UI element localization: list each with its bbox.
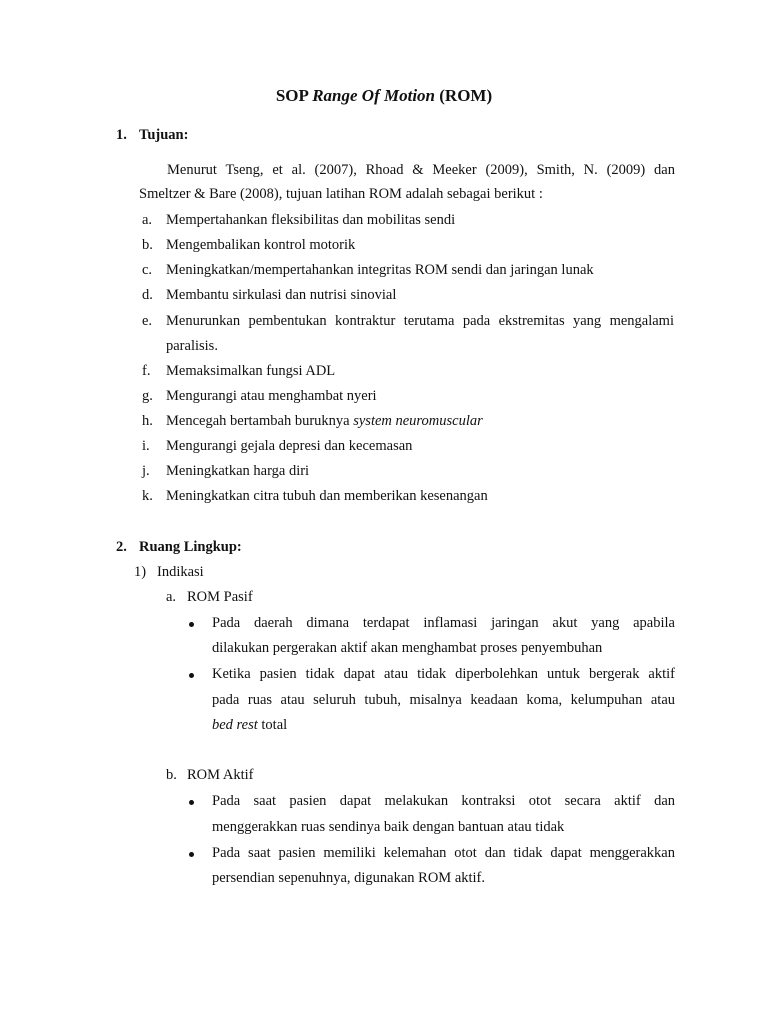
list-item: Mengembalikan kontrol motorik [166,237,356,253]
list-marker: j. [142,463,150,479]
bullet-text: Pada saat pasien dapat melakukan kontraksi otot secara aktif dan [212,793,675,809]
bullet-text: Ketika pasien tidak dapat atau tidak diperbolehkan untuk bergerak aktif [212,666,675,682]
rom-aktif-heading: ROM Aktif [187,767,254,783]
list-item: Mencegah bertambah buruknya system neuromuscular [166,413,483,429]
sub-marker: 1) [134,564,147,580]
bullet-text: Pada daerah dimana terdapat inflamasi jaringan akut yang apabila [212,615,675,631]
list-marker: k. [142,488,153,504]
list-marker: f. [142,363,151,379]
section-2-heading: Ruang Lingkup: [139,539,242,555]
list-item: Mengurangi gejala depresi dan kecemasan [166,438,413,454]
list-marker: b. [142,237,153,253]
bullet-text-continuation: persendian sepenuhnya, digunakan ROM aktif. [212,870,486,886]
list-item: Memaksimalkan fungsi ADL [166,363,336,379]
list-item: Meningkatkan harga diri [166,463,310,479]
bullet-text-continuation: bed rest total [212,717,288,733]
bullet-text-continuation: dilakukan pergerakan aktif akan menghambat proses penyembuhan [212,640,603,656]
list-item: Membantu sirkulasi dan nutrisi sinovial [166,287,397,303]
list-marker: c. [142,262,153,278]
sub-heading-indikasi: Indikasi [157,564,204,580]
bullet-icon [189,800,194,805]
page-title: SOP Range Of Motion (ROM) [275,86,493,105]
section-1-heading: Tujuan: [139,127,189,143]
list-item: Mengurangi atau menghambat nyeri [166,388,377,404]
list-item-continuation: paralisis. [166,338,218,354]
italic-term: bed rest [212,717,258,733]
italic-term: system neuromuscular [353,413,483,429]
title-italic: Range Of Motion [312,86,436,105]
intro-line-2: Smeltzer & Bare (2008), tujuan latihan ROM adalah sebagai berikut : [139,186,543,202]
rom-pasif-heading: ROM Pasif [187,589,253,605]
list-item: Meningkatkan/mempertahankan integritas ROM sendi dan jaringan lunak [166,262,594,278]
sub-item-marker: a. [166,589,177,605]
list-marker: h. [142,413,153,429]
intro-line-1: Menurut Tseng, et al. (2007), Rhoad & Meeker (2009), Smith, N. (2009) dan [167,162,675,178]
section-1-number: 1. [116,127,127,143]
bullet-text-continuation: menggerakkan ruas sendinya baik dengan bantuan atau tidak [212,819,565,835]
bullet-icon [189,673,194,678]
list-marker: a. [142,212,153,228]
section-2-number: 2. [116,539,127,555]
list-marker: g. [142,388,153,404]
list-item: Meningkatkan citra tubuh dan memberikan kesenangan [166,488,488,504]
bullet-icon [189,852,194,857]
list-item: Menurunkan pembentukan kontraktur terutama pada ekstremitas yang mengalami [166,313,674,329]
list-marker: i. [142,438,150,454]
bullet-icon [189,622,194,627]
list-marker: d. [142,287,153,303]
bullet-text: Pada saat pasien memiliki kelemahan otot dan tidak dapat menggerakkan [212,845,675,861]
sub-item-marker: b. [166,767,177,783]
bullet-text-continuation: pada ruas atau seluruh tubuh, misalnya keadaan koma, kelumpuhan atau [212,692,675,708]
list-item: Mempertahankan fleksibilitas dan mobilitas sendi [166,212,456,228]
list-marker: e. [142,313,153,329]
